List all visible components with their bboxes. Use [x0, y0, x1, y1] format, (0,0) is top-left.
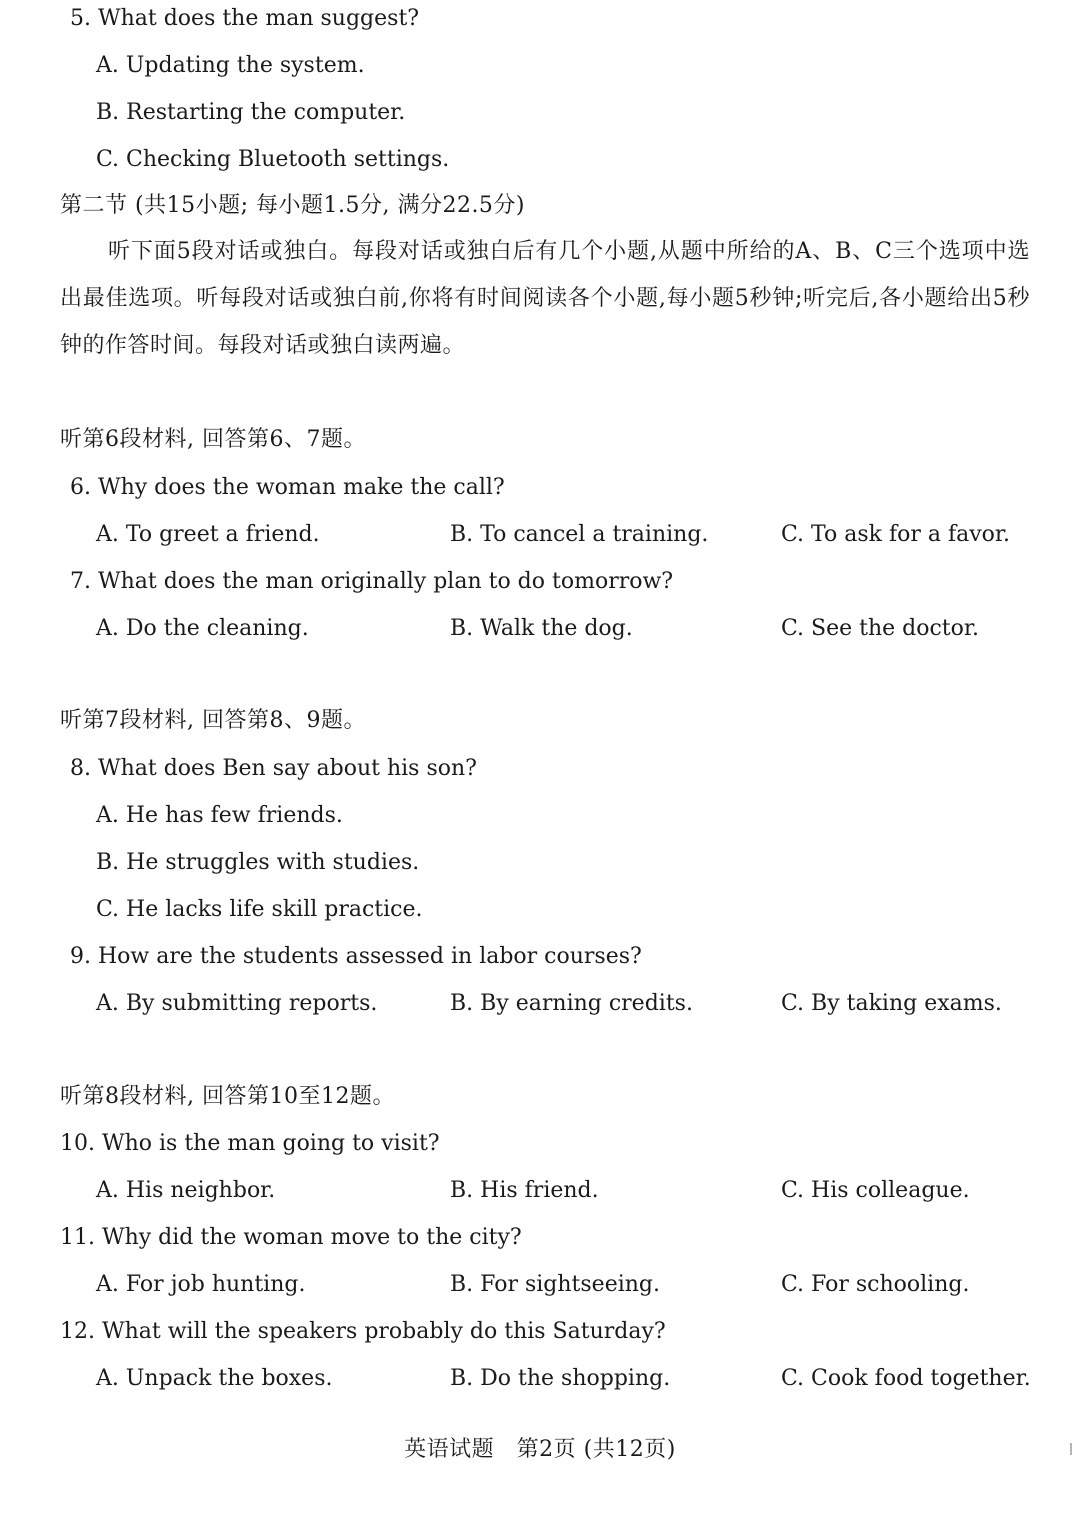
scan-edge-mark: [1070, 1443, 1072, 1455]
question-7-option-a: A. Do the cleaning.: [96, 616, 309, 641]
question-7: 7. What does the man originally plan to do tomorrow?: [70, 569, 674, 594]
question-12-option-b: B. Do the shopping.: [450, 1366, 671, 1391]
question-10: 10. Who is the man going to visit?: [60, 1131, 440, 1156]
section-2-heading: 第二节 (共15小题; 每小题1.5分, 满分22.5分): [60, 193, 526, 218]
question-7-option-b: B. Walk the dog.: [450, 616, 633, 641]
question-11-option-a: A. For job hunting.: [96, 1272, 306, 1297]
question-8-option-b: B. He struggles with studies.: [96, 850, 420, 875]
question-8: 8. What does Ben say about his son?: [70, 756, 477, 781]
question-5-option-c: C. Checking Bluetooth settings.: [96, 147, 450, 172]
question-10-option-a: A. His neighbor.: [96, 1178, 276, 1203]
question-12-option-a: A. Unpack the boxes.: [96, 1366, 333, 1391]
group-6-label: 听第6段材料, 回答第6、7题。: [60, 427, 366, 452]
group-7-label: 听第7段材料, 回答第8、9题。: [60, 708, 366, 733]
question-9-option-a: A. By submitting reports.: [96, 991, 378, 1016]
question-6-option-b: B. To cancel a training.: [450, 522, 709, 547]
page-footer: 英语试题 第2页 (共12页): [404, 1437, 676, 1462]
group-8-label: 听第8段材料, 回答第10至12题。: [60, 1084, 395, 1109]
question-5-option-a: A. Updating the system.: [96, 53, 365, 78]
question-9-option-b: B. By earning credits.: [450, 991, 693, 1016]
section-2-instructions: 听下面5段对话或独白。每段对话或独白后有几个小题,从题中所给的A、B、C三个选项中选出最佳选项。听每段对话或独白前,你将有时间阅读各个小题,每小题5秒钟;听完后,各小题给出5秒钟的作答时间。每段对话或独白读两遍。: [60, 239, 1030, 358]
question-5: 5. What does the man suggest?: [70, 6, 420, 31]
question-6: 6. Why does the woman make the call?: [70, 475, 505, 500]
question-8-option-a: A. He has few friends.: [96, 803, 343, 828]
question-8-option-c: C. He lacks life skill practice.: [96, 897, 423, 922]
question-9: 9. How are the students assessed in labor courses?: [70, 944, 642, 969]
question-7-option-c: C. See the doctor.: [781, 616, 979, 641]
question-10-option-c: C. His colleague.: [781, 1178, 970, 1203]
question-10-option-b: B. His friend.: [450, 1178, 599, 1203]
question-11-option-c: C. For schooling.: [781, 1272, 970, 1297]
question-11: 11. Why did the woman move to the city?: [60, 1225, 522, 1250]
question-12-option-c: C. Cook food together.: [781, 1366, 1031, 1391]
question-12: 12. What will the speakers probably do this Saturday?: [60, 1319, 666, 1344]
question-9-option-c: C. By taking exams.: [781, 991, 1002, 1016]
question-6-option-c: C. To ask for a favor.: [781, 522, 1011, 547]
question-5-option-b: B. Restarting the computer.: [96, 100, 406, 125]
question-6-option-a: A. To greet a friend.: [96, 522, 320, 547]
question-11-option-b: B. For sightseeing.: [450, 1272, 660, 1297]
